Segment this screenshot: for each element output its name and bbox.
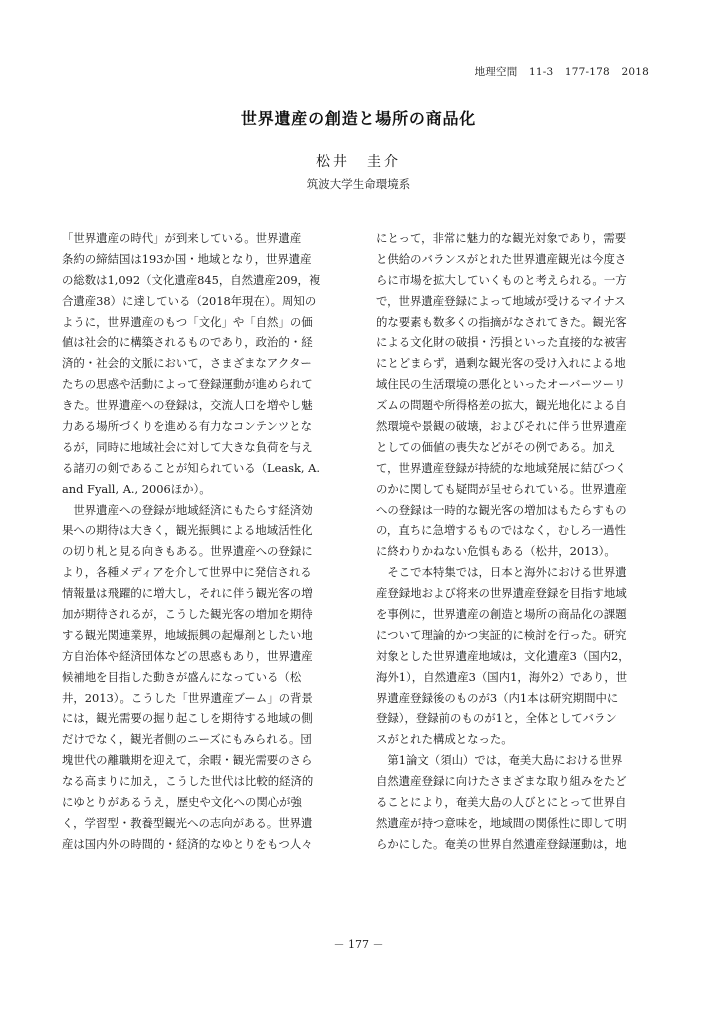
text-line: らに市場を拡大していくものと考えられる。一方 [376, 272, 627, 287]
text-line: 登録），登録前のものが1と，全体としてバラン [376, 711, 617, 726]
text-line: 井，2013）。こうした「世界遺産ブーム」の背景 [62, 690, 313, 705]
text-line: の総数は1,092（文化遺産845，自然遺産209，複 [62, 272, 321, 287]
page-number: － 177 － [333, 938, 384, 951]
text-line: そこで本特集では，日本と海外における世界遺 [376, 565, 627, 580]
text-line: について理論的かつ実証的に検討を行った。研究 [376, 627, 627, 642]
text-line: るが，同時に地域社会に対して大きな負荷を与え [62, 439, 313, 454]
text-line: で，世界遺産登録によって地域が受けるマイナス [376, 293, 626, 308]
text-line: ズムの問題や所得格差の拡大，観光地化による自 [376, 398, 627, 413]
left-column [62, 228, 344, 855]
text-line: 世界遺産への登録が地域経済にもたらす経済効 [62, 502, 313, 517]
text-line: 然環境や景観の破壊，およびそれに伴う世界遺産 [376, 419, 627, 434]
text-line: 候補地を目指した動きが盛んになっている（松 [62, 669, 302, 684]
text-line: にゆとりがあるうえ，歴史や文化への関心が強 [62, 795, 302, 810]
text-line: 「世界遺産の時代」が到来している。世界遺産 [62, 231, 302, 245]
text-line: の，直ちに急増するものではなく，むしろ一過性 [376, 523, 626, 538]
text-line: 界遺産登録後のものが3（内1本は研究期間中に [376, 690, 619, 705]
journal-volume: 11-3 [528, 66, 554, 78]
text-line: のかに関しても疑問が呈せられている。世界遺産 [376, 481, 627, 496]
text-line: と供給のバランスがとれた世界遺産観光は今度さ [376, 251, 627, 266]
text-line: スがとれた構成となった。 [376, 732, 513, 747]
text-line: に終わりかねない危惧もある（松井，2013）。 [376, 544, 616, 559]
text-line: の切り札と見る向きもある。世界遺産への登録に [62, 544, 313, 559]
text-line: く，学習型・教養型観光への志向がある。世界遺 [62, 815, 313, 830]
journal-pages: 177-178 [564, 66, 610, 78]
text-line: だけでなく，観光者側のニーズにもみられる。団 [62, 732, 312, 747]
text-line: には，観光需要の掘り起こしを期待する地域の側 [62, 711, 313, 726]
text-line: にとどまらず，過剰な観光客の受け入れによる地 [376, 356, 626, 371]
text-line: 域住民の生活環境の悪化といったオーバーツーリ [376, 377, 626, 392]
text-line: 海外1），自然遺産3（国内1，海外2）であり，世 [376, 669, 628, 684]
article-title: 世界遺産の創造と場所の商品化 [240, 109, 477, 128]
right-column [376, 228, 658, 855]
author-affiliation: 筑波大学生命環境系 [306, 177, 411, 191]
text-line: and Fyall, A., 2006ほか）。 [62, 481, 211, 496]
text-line: への登録は一時的な観光客の増加はもたらすもの [376, 502, 627, 517]
text-line: より，各種メディアを介して世界中に発信される [62, 565, 312, 580]
text-line: 産は国内外の時間的・経済的なゆとりをもつ人々 [62, 836, 313, 851]
text-line: としての価値の喪失などがその例である。加え [376, 439, 616, 454]
text-line: たちの思惑や活動によって登録運動が進められて [62, 377, 313, 392]
running-header [475, 64, 649, 79]
text-line: 産登録地および将来の世界遺産登録を目指す地域 [376, 586, 627, 601]
text-line: 力ある場所づくりを進める有力なコンテンツとな [62, 419, 313, 434]
text-line: 自然遺産登録に向けたさまざまな取り組みをたど [376, 774, 627, 789]
journal-name: 地理空間 [474, 66, 518, 78]
text-line: 値は社会的に構築されるものであり，政治的・経 [62, 335, 313, 350]
text-line: 対象とした世界遺産地域は，文化遺産3（国内2， [376, 648, 630, 663]
text-line: 条約の締結国は193か国・地域となり，世界遺産 [62, 251, 312, 266]
text-line: する観光関連業界，地域振興の起爆剤としたい地 [62, 627, 313, 642]
journal-year: 2018 [621, 66, 649, 78]
text-line: 然遺産が持つ意味を，地域間の関係性に即して明 [376, 815, 627, 830]
text-line: きた。世界遺産への登録は，交流人口を増やし魅 [62, 398, 313, 413]
text-line: て，世界遺産登録が持続的な地域発展に結びつく [376, 460, 627, 475]
text-line: 済的・社会的文脈において，さまざまなアクター [62, 356, 312, 371]
text-line: 的な要素も数多くの指摘がなされてきた。観光客 [376, 314, 627, 329]
text-line: を事例に，世界遺産の創造と場所の商品化の課題 [376, 607, 627, 622]
text-line: による文化財の破損・汚損といった直接的な被害 [376, 335, 627, 350]
text-line: ることにより，奄美大島の人びとにとって世界自 [376, 795, 627, 810]
text-line: 第1論文（須山）では，奄美大島における世界 [376, 753, 623, 768]
text-line: ように，世界遺産のもつ「文化」や「自然」の価 [62, 314, 313, 329]
text-line: 塊世代の離職期を迎えて，余暇・観光需要のさら [62, 753, 313, 768]
text-line: なる高まりに加え，こうした世代は比較的経済的 [62, 774, 314, 789]
author-name: 松井 圭介 [316, 154, 401, 170]
text-line: らかにした。奄美の世界自然遺産登録運動は，地 [376, 836, 627, 851]
text-line: 加が期待されるが，こうした観光客の増加を期待 [62, 607, 313, 622]
text-line: にとって，非常に魅力的な観光対象であり，需要 [376, 231, 627, 245]
text-line: る諸刃の剣であることが知られている（Leask, A. [62, 460, 320, 475]
text-line: 果への期待は大きく，観光振興による地域活性化 [62, 523, 313, 538]
text-line: 合遺産38）に達している（2018年現在）。周知の [62, 293, 317, 308]
text-line: 情報量は飛躍的に増大し，それに伴う観光客の増 [62, 586, 313, 601]
text-line: 方自治体や経済団体などの思惑もあり，世界遺産 [62, 648, 313, 663]
